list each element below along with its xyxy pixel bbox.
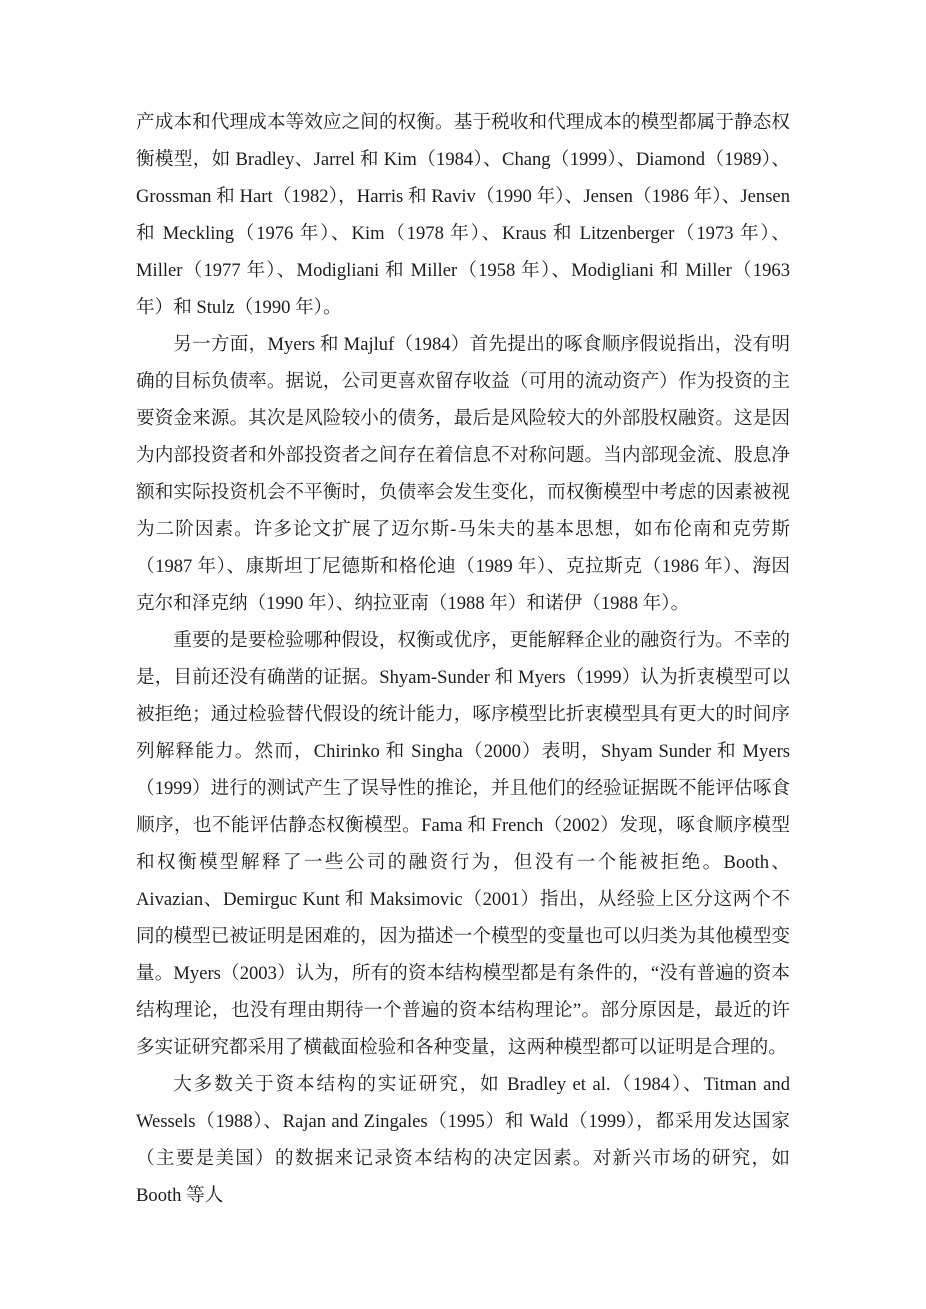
- paragraph-pecking-order: 另一方面，Myers 和 Majluf（1984）首先提出的啄食顺序假说指出，没有明确的目标负债率。据说，公司更喜欢留存收益（可用的流动资产）作为投资的主要资金来源。其次是风险较小的债务，最后是风险较大的外部股权融资。这是因为内部投资者和外部投资者之间存在着信息不对称问题。当内部现金流、股息净额和实际投资机会不平衡时，负债率会发生变化，而权衡模型中考虑的因素被视为二阶因素。许多论文扩展了迈尔斯-马朱夫的基本思想，如布伦南和克劳斯（1987 年）、康斯坦丁尼德斯和格伦迪（1989 年）、克拉斯克（1986 年）、海因克尔和泽克纳（1990 年）、纳拉亚南（1988 年）和诺伊（1988 年）。: [136, 334, 790, 614]
- document-body: [136, 104, 790, 1214]
- paragraph-tradeoff-models: 产成本和代理成本等效应之间的权衡。基于税收和代理成本的模型都属于静态权衡模型，如 Bradley、Jarrel 和 Kim（1984）、Chang（1999）、Diamond（1989）、Grossman 和 Hart（1982），Harris 和 Raviv（1990 年）、Jensen（1986 年）、Jensen 和 Meckling（1976 年）、Kim（1978 年）、Kraus 和 Litzenberger（1973 年）、Miller（1977 年）、Modigliani 和 Miller（1958 年）、Modigliani 和 Miller（1963 年）和 Stulz（1990 年）。: [136, 112, 790, 318]
- paragraph-empirical-studies: 大多数关于资本结构的实证研究，如 Bradley et al.（1984）、Titman and Wessels（1988）、Rajan and Zingales（1995）和 Wald（1999），都采用发达国家（主要是美国）的数据来记录资本结构的决定因素。对新兴市场的研究，如 Booth 等人: [136, 1074, 790, 1206]
- paragraph-hypothesis-testing: 重要的是要检验哪种假设，权衡或优序，更能解释企业的融资行为。不幸的是，目前还没有确凿的证据。Shyam-Sunder 和 Myers（1999）认为折衷模型可以被拒绝；通过检验替代假设的统计能力，啄序模型比折衷模型具有更大的时间序列解释能力。然而，Chirinko 和 Singha（2000）表明，Shyam Sunder 和 Myers（1999）进行的测试产生了误导性的推论，并且他们的经验证据既不能评估啄食顺序，也不能评估静态权衡模型。Fama 和 French（2002）发现，啄食顺序模型和权衡模型解释了一些公司的融资行为，但没有一个能被拒绝。Booth、Aivazian、Demirguc Kunt 和 Maksimovic（2001）指出，从经验上区分这两个不同的模型已被证明是困难的，因为描述一个模型的变量也可以归类为其他模型变量。Myers（2003）认为，所有的资本结构模型都是有条件的，“没有普遍的资本结构理论，也没有理由期待一个普遍的资本结构理论”。部分原因是，最近的许多实证研究都采用了横截面检验和各种变量，这两种模型都可以证明是合理的。: [136, 630, 790, 1058]
